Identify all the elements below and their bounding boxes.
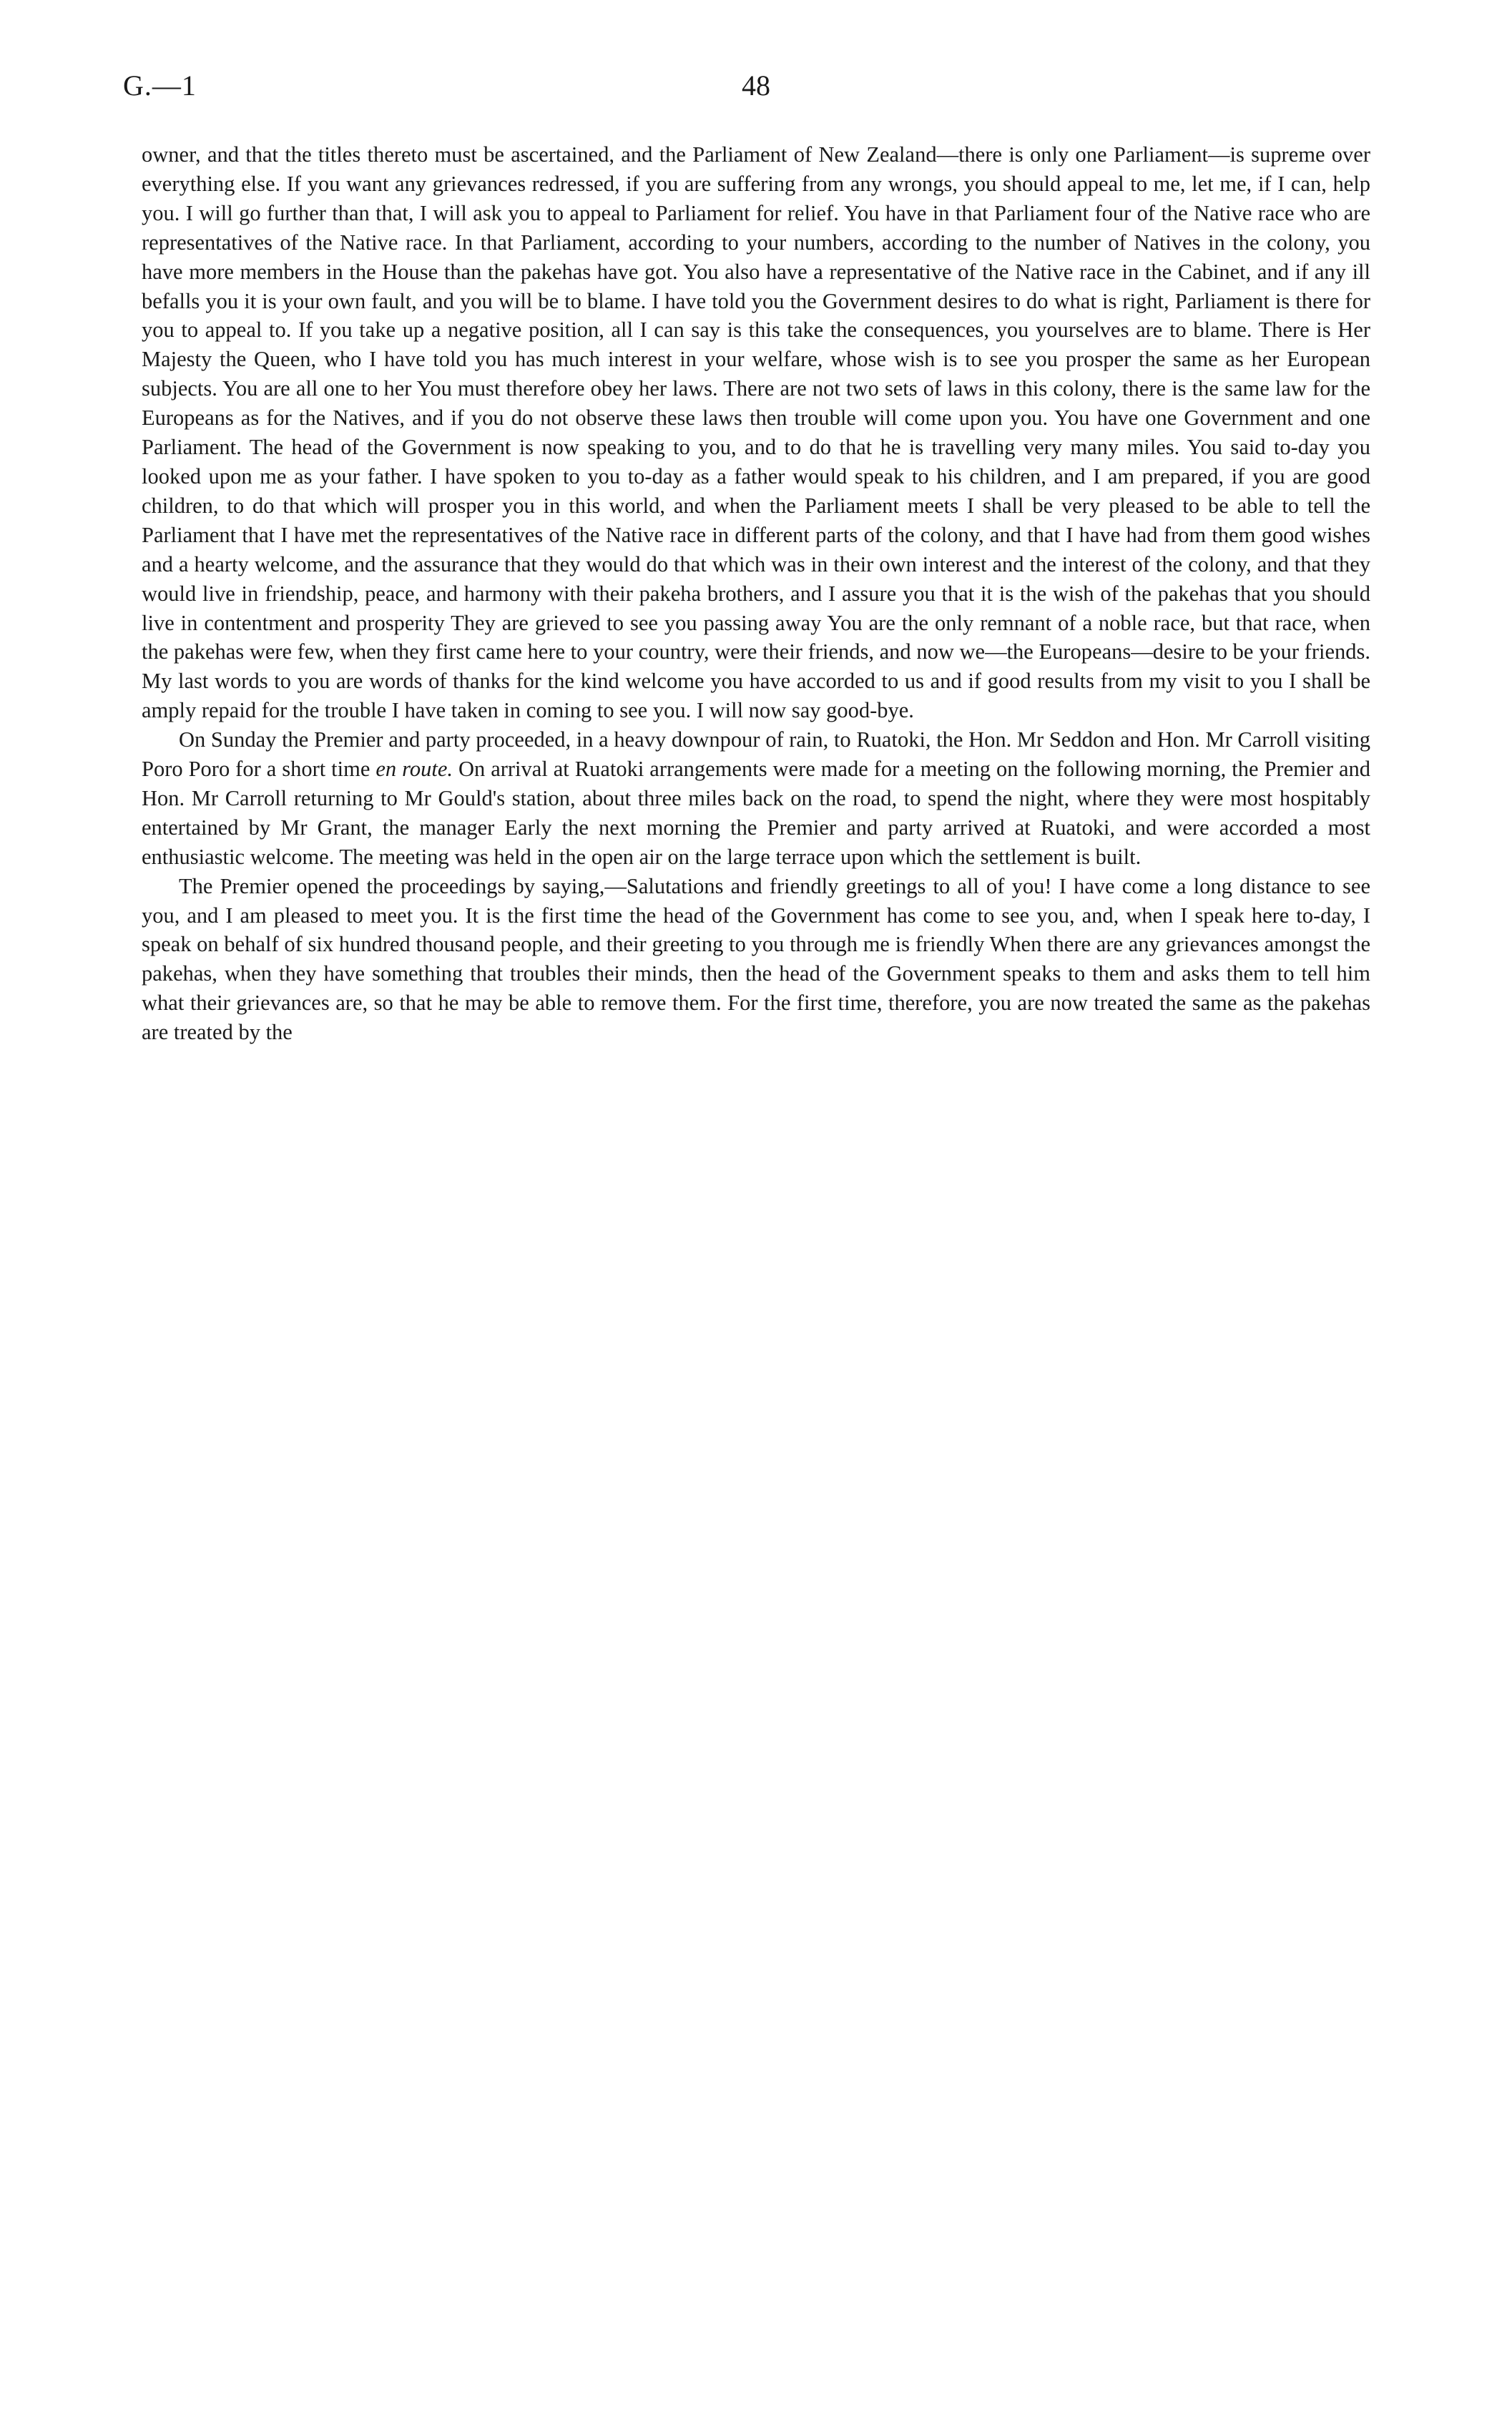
page-number: 48 (742, 69, 770, 102)
page-header (123, 69, 1389, 112)
paragraph-text: owner, and that the titles thereto must be ascertained, and the Parliament of New Zealand—there is only one Parliament—is supreme over everything else. If you want any grievances redressed, if you are suffering from any wrongs, you should appeal to me, let me, if I can, help you. I will go further than that, I will ask you to appeal to Parliament for relief. You have in that Parliament four of the Native race who are representatives of the Native race. In that Parliament, according to your numbers, according to the number of Natives in the colony, you have more members in the House than the pakehas have got. You also have a representative of the Native race in the Cabinet, and if any ill befalls you it is your own fault, and you will be to blame. I have told you the Government desires to do what is right, Parliament is there for you to appeal to. If you take up a negative position, all I can say is this take the consequences, you yourselves are to blame. There is Her Majesty the Queen, who I have told you has much interest in your welfare, whose wish is to see you prosper the same as her European subjects. You are all one to her You must therefore obey her laws. There are not two sets of laws in this colony, there is the same law for the Europeans as for the Natives, and if you do not observe these laws then trouble will come upon you. You have one Government and one Parliament. The head of the Government is now speaking to you, and to do that he is travelling very many miles. You said to-day you looked upon me as your father. I have spoken to you to-day as a father would speak to his children, and I am prepared, if you are good children, to do that which will prosper you in this world, and when the Parliament meets I shall be very pleased to be able to tell the Parliament that I have met the representatives of the Native race in different parts of the colony, and that I have had from them good wishes and a hearty welcome, and the assurance that they would do that which was in their own interest and the interest of the colony, and that they would live in friendship, peace, and harmony with their pakeha brothers, and I assure you that it is the wish of the pakehas that you should live in contentment and prosperity They are grieved to see you passing away You are the only remnant of a noble race, but that race, when the pakehas were few, when they first came here to your country, were their friends, and now we—the Europeans—desire to be your friends. My last words to you are words of thanks for the kind welcome you have accorded to us and if good results from my visit to you I shall be amply repaid for the trouble I have taken in coming to see you. I will now say good-bye. (142, 142, 1370, 723)
paragraph-text: The Premier opened the proceedings by saying,—Salutations and friendly greetings to all of you! I have come a long distance to see you, and I am pleased to meet you. It is the first time the head of the Government has come to see you, and, when I speak here to-day, I speak on behalf of six hundred thousand people, and their greeting to you through me is friendly When there are any grievances amongst the pakehas, when they have something that troubles their minds, then the head of the Government speaks to them and asks them to tell him what their grievances are, so that he may be able to remove them. For the first time, therefore, you are now treated the same as the pakehas are treated by the (142, 873, 1370, 1045)
italic-phrase: en route. (375, 757, 453, 782)
document-reference: G.—1 (123, 69, 197, 102)
body-text (142, 140, 1370, 1047)
paragraph-journey-ruatoki (142, 725, 1370, 872)
paragraph-speech-conclusion (142, 140, 1370, 725)
paragraph-text: On Sunday the Premier and party proceeded, in a heavy downpour of rain, to Ruatoki, the Hon. Mr Seddon and Hon. Mr Carroll visiting Poro Poro for a short time (142, 727, 1370, 782)
paragraph-premier-address (142, 872, 1370, 1047)
paragraph-text-continued: On arrival at Ruatoki arrangements were made for a meeting on the following morning, the Premier and Hon. Mr Carroll returning to Mr Gould's station, about three miles back on the road, to spend the night, where they were most hospitably entertained by Mr Grant, the manager Early the next morning the Premier and party arrived at Ruatoki, and were accorded a most enthusiastic welcome. The meeting was held in the open air on the large terrace upon which the settlement is built. (142, 757, 1371, 869)
